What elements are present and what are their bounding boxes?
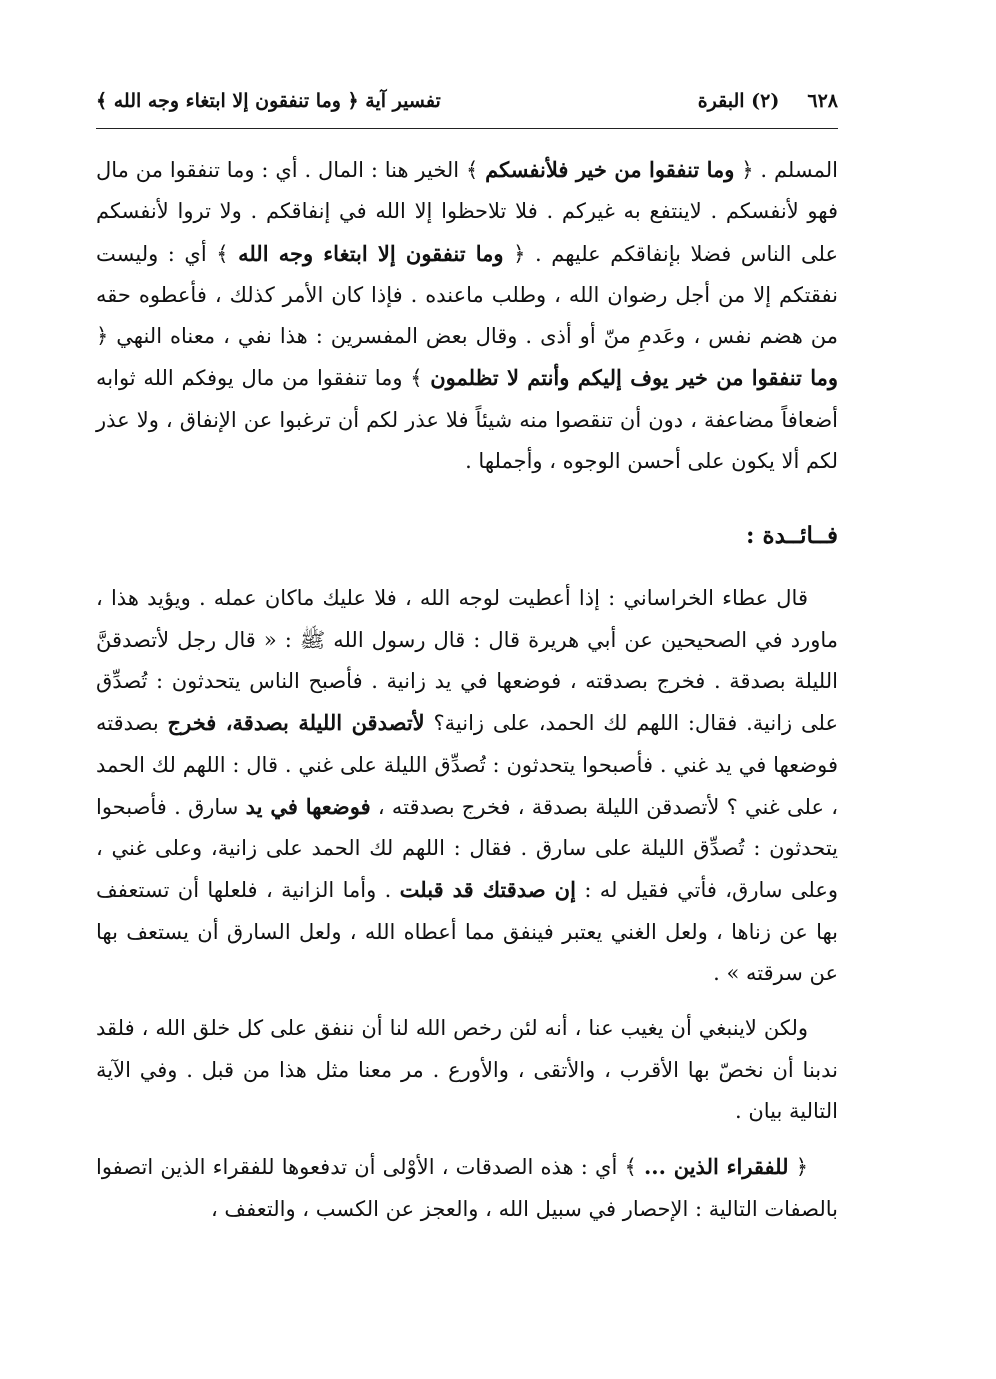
text-run: ﴾ وما تنفقوا من مال يوفكم الله ثوابه أضعافاً مضاعفة ، دون أن تنقصوا منه شيئاً فلا عذر لكم أن ترغبوا عن الإنفاق ، ولا عذر لكم ألا يكون على أحسن الوجوه ، وأجملها . bbox=[96, 366, 838, 474]
book-page bbox=[96, 90, 838, 1230]
text-run: ولكن لاينبغي أن يغيب عنا ، أنه لئن رخص الله لنا أن ننفق على كل خلق الله ، فلقد ندبنا أن نخصّ بها الأقرب ، والأتقى ، والأورع . مر معنا مثل هذا من قبل . وفي الآية التالية بيان . bbox=[96, 1016, 838, 1123]
text-run: بصدقته فوضعها في يد غني . فأصبحوا يتحدثون : تُصدِّق الليلة على غني . قال : اللهم لك الحمد ، على غني ؟ لأتصدقن الليلة بصدقة ، فخرج بصدقته ، bbox=[96, 711, 838, 819]
paragraph-hadith bbox=[96, 578, 838, 994]
quran-quote: وما تنفقوا من خير فلأنفسكم bbox=[485, 157, 735, 182]
paragraph-next-verse bbox=[96, 1146, 838, 1230]
bold-run: إن صدقتك قد قبلت bbox=[399, 877, 576, 903]
quran-quote: وما تنفقوا من خير يوف إليكم وأنتم لا تظلمون bbox=[430, 365, 838, 391]
text-run: ﴾ أي : هذه الصدقات ، الأوْلى أن تدفعوها للفقراء الذين اتصفوا بالصفات التالية : الإحصار في سبيل الله ، والعجز عن الكسب ، والتعفف ، bbox=[96, 1155, 838, 1221]
paragraph-tafsir bbox=[96, 149, 838, 482]
quran-quote: للفقراء الذين ... bbox=[643, 1154, 789, 1180]
text-run: ﴾ الخير هنا : المال . أي : وما تنفقوا من مال فهو لأنفسكم . لاينتفع به غيركم . فلا تلاحظوا إلا الله في إنفاقكم . ولا تروا لأنفسكم على الناس فضلا بإنفاقكم عليهم . ﴿ bbox=[96, 158, 838, 266]
text-run: المسلم . ﴿ bbox=[734, 158, 838, 182]
running-header bbox=[96, 90, 838, 129]
text-run: . وأما الزانية ، فلعلها أن تستعفف بها عن زناها ، ولعل الغني يعتبر فينفق مما أعطاه الله ، ولعل السارق أن يستعف بها عن سرقته » . bbox=[96, 878, 838, 986]
text-run: سارق . فأصبحوا يتحدثون : تُصدِّق الليلة على سارق . فقال : اللهم لك الحمد على زانية، وعلى غني ، وعلى سارق، فأتي فقيل له : bbox=[96, 794, 838, 903]
surah-name: (٢) البقرة bbox=[697, 90, 780, 112]
page-number: ٦٢٨ bbox=[807, 90, 838, 112]
text-run: ﴾ أي : وليست نفقتكم إلا من أجل رضوان الله ، وطلب ماعنده . فإذا كان الأمر كذلك ، فأعطوه حقه من هضم نفس ، وعَدمِ منّ أو أذى . وقال بعض المفسرين : هذا نفي ، معناه النهي ﴿ bbox=[96, 241, 838, 349]
text-run: قال عطاء الخراساني : إذا أعطيت لوجه الله ، فلا عليك ماكان عمله . ويؤيد هذا ، ماورد في الصحيحين عن أبي هريرة قال : قال رسول الله ﷺ : « قال رجل لأتصدقنَّ الليلة بصدقة . فخرج بصدقته ، فوضعها في يد زانية . فأصبح الناس يتحدثون : تُصدِّق على زانية. فقال: اللهم لك الحمد، على زانية؟ bbox=[96, 586, 838, 736]
quran-quote: وما تنفقون إلا ابتغاء وجه الله bbox=[238, 240, 504, 266]
section-heading: فــائــدة : bbox=[746, 522, 838, 550]
header-title: تفسير آية ﴿ وما تنفقون إلا ابتغاء وجه الله ﴾ bbox=[96, 90, 441, 112]
header-right bbox=[698, 90, 838, 112]
paragraph-note bbox=[96, 1008, 838, 1132]
bold-run: لأتصدقن الليلة بصدقة، فخرج bbox=[167, 710, 425, 736]
text-run: ﴿ bbox=[788, 1155, 808, 1180]
bold-run: فوضعها في يد bbox=[245, 793, 371, 819]
